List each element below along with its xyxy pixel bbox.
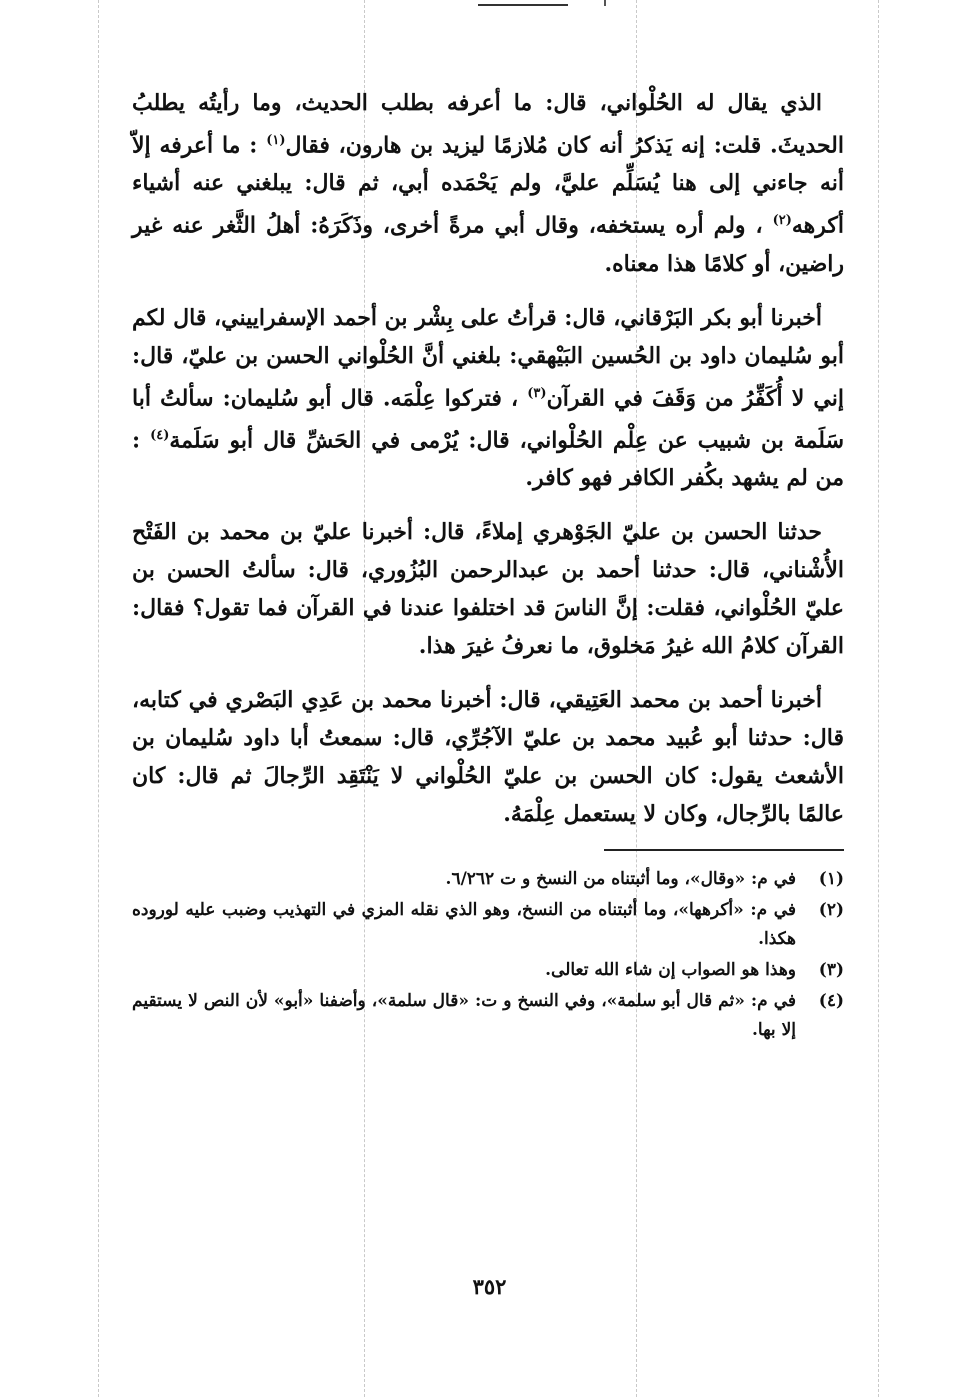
footnote-2 bbox=[132, 896, 844, 954]
page-number: ٣٥٢ bbox=[472, 1274, 507, 1299]
paragraph-text: : من لم يشهد بكُفر الكافر فهو كافر. bbox=[132, 427, 844, 492]
footnote-separator bbox=[604, 849, 844, 851]
paragraph-text: ، ولم أره يستخفه، وقال أبي مرةً أخرى، وذَكَرَهُ: أهلُ الثَّغر عنه غير راضين، أو كلامًا هذا معناه. bbox=[132, 212, 844, 277]
footnote-number: (٤) bbox=[818, 991, 844, 1012]
footnote-text: في م: «وقال»، وما أثبتناه من النسخ و ت ٦/٢٦٢. bbox=[445, 869, 796, 890]
page-body bbox=[132, 84, 844, 1047]
footnote-text: وهذا هو الصواب إن شاء الله تعالى. bbox=[545, 960, 796, 981]
footnote-text: في م: «ثم قال أبو سلمة»، وفي النسخ و ت: «قال سلمة»، وأضفنا «أبو» لأن النص لا يستقيم إلا بها. bbox=[132, 991, 796, 1041]
top-header-tick bbox=[604, 0, 606, 6]
footnote-ref-1[interactable]: (١) bbox=[266, 133, 286, 148]
footnote-number: (٢) bbox=[818, 900, 844, 921]
footnote-ref-3[interactable]: (٣) bbox=[527, 385, 547, 401]
footnote-number: (١) bbox=[818, 869, 844, 890]
paragraph-text: أخبرنا أحمد بن محمد العَتِيقي، قال: أخبرنا محمد بن عَدِي البَصْري في كتابه، قال: حدثنا أبو عُبيد محمد بن عليّ الآجُرِّي، قال: سمعتُ أبا داود سُليمان بن الأشعث يقول: كان الحسن بن عليّ الحُلْواني لا يَنْتَقِد الرِّجالَ ثم قال: كان عالمًا بالرِّجال، وكان لا يستعمل عِلْمَهُ. bbox=[132, 687, 844, 828]
top-header-rule bbox=[478, 4, 568, 6]
paragraph-text: : ما أعرفه إلاّ أنه جاءني إلى هنا يُسَلِّم عليَّ، ولم يَحْمَده أبي، ثم قال: يبلغني عنه أشياء أكرهه bbox=[132, 132, 844, 239]
scan-guide-line-left bbox=[98, 0, 99, 1397]
footnote-3 bbox=[132, 956, 844, 985]
footnote-ref-4[interactable]: (٤) bbox=[150, 427, 170, 443]
scan-guide-line-right bbox=[878, 0, 879, 1397]
paragraph-text: حدثنا الحسن بن عليّ الجَوْهري إملاءً، قال: أخبرنا عليّ بن محمد بن الفَتْح الأُشْناني، قال: حدثنا أحمد بن عبدالرحمن البُزُوري، قال: سألتُ الحسن بن عليّ الحُلْواني، فقلت: إنَّ الناسَ قد اختلفوا عندنا في القرآن فما تقول؟ فقال: القرآن كلامُ الله غيرُ مَخلوق، ما نعرفُ غيرَ هذا. bbox=[132, 519, 844, 660]
footnote-text: في م: «أكرهها»، وما أثبتناه من النسخ، وهو الذي نقله المزي في التهذيب وضبب عليه لوروده هكذا. bbox=[132, 900, 796, 950]
paragraph-1 bbox=[132, 84, 844, 283]
paragraph-text: الذي يقال له الحُلْواني، قال: ما أعرفه بطلب الحديث، وما رأيتُه يطلبُ الحديثَ. قلت: إنه يَذكرُ أنه كان مُلازمًا ليزيد بن هارون، فقال bbox=[132, 90, 844, 159]
footnote-1 bbox=[132, 865, 844, 894]
paragraph-4 bbox=[132, 681, 844, 833]
paragraph-text: أخبرنا أبو بكر البَرْقاني، قال: قرأتُ على بِشْر بن أحمد الإسفراييني، قال لكم أبو سُليمان داود بن الحُسين البَيْهقي: بلغني أنَّ الحُلْواني الحسن بن عليّ، قال: إني لا أُكَفِّرُ من وَقَفَ في القرآن bbox=[132, 304, 844, 411]
footnote-4 bbox=[132, 987, 844, 1045]
footnote-ref-2[interactable]: (٢) bbox=[772, 213, 792, 229]
footnote-number: (٣) bbox=[818, 960, 844, 981]
paragraph-2 bbox=[132, 299, 844, 498]
paragraph-text: ، فتركوا عِلْمَه. قال أبو سُليمان: سألتُ أبا سَلَمة بن شبيب عن عِلْم الحُلْواني، قال: يُرْمى في الحَشِّ قال أبو سَلَمة bbox=[132, 384, 845, 454]
paragraph-3 bbox=[132, 513, 844, 665]
